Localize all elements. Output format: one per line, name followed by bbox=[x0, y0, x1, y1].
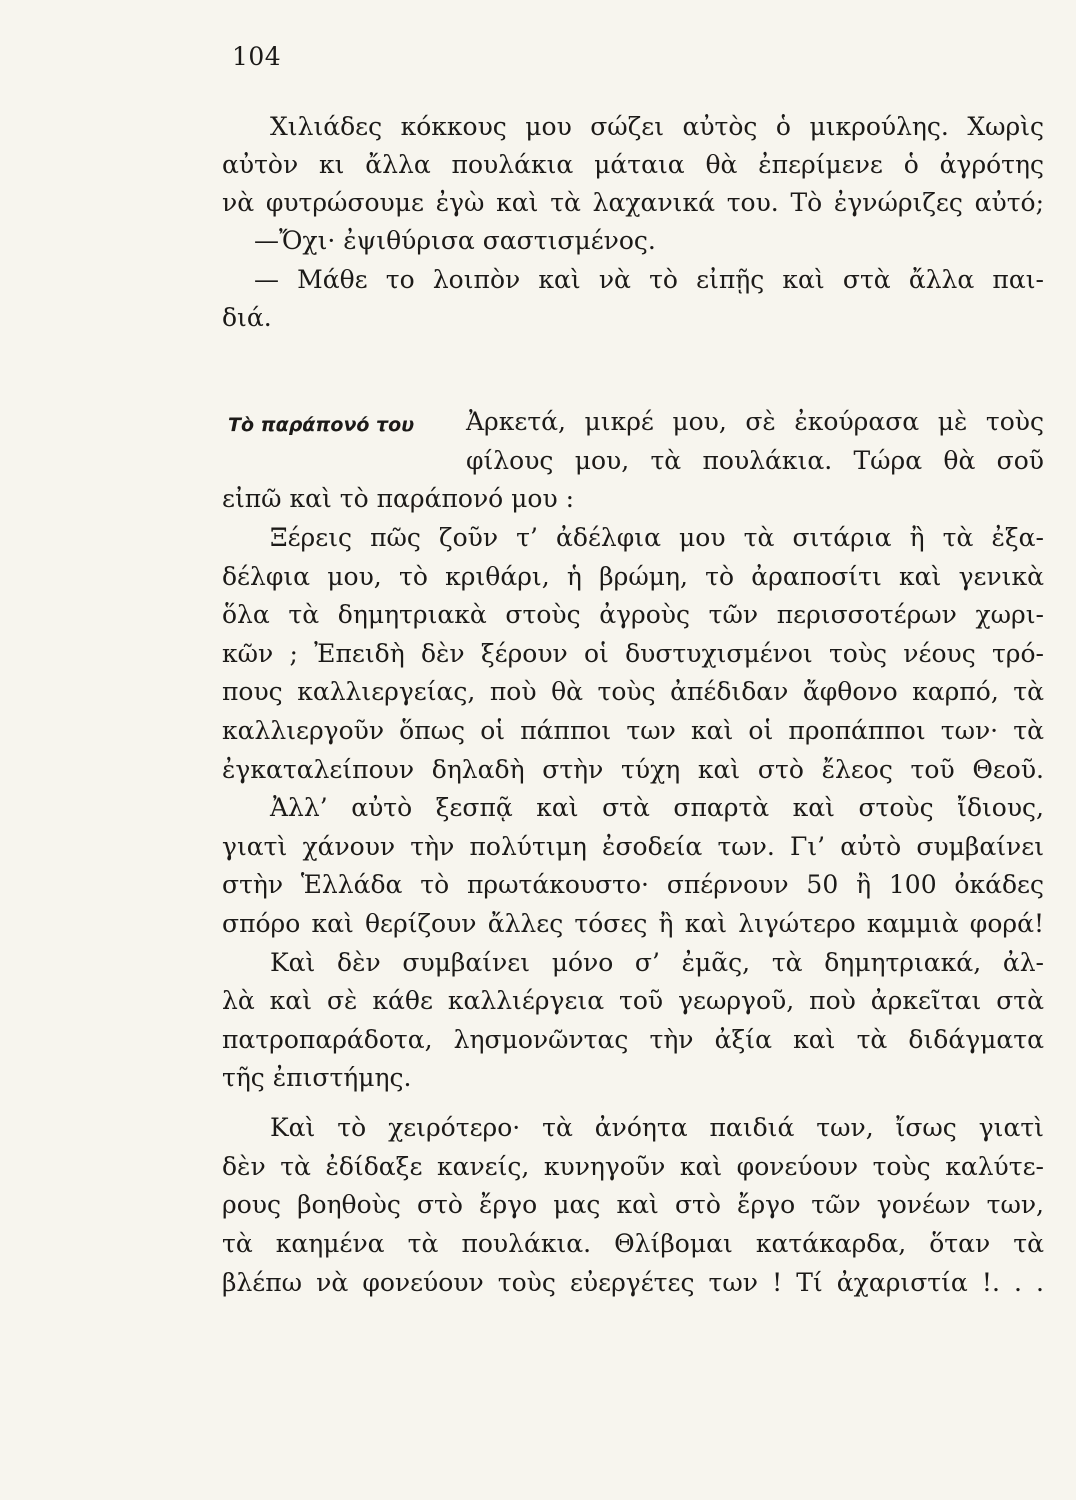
text-line: πατροπαράδοτα, λησμονῶντας τὴν ἀξία καὶ τὰ διδάγματα bbox=[222, 1025, 1044, 1054]
text-line: καλλιεργοῦν ὅπως οἱ πάπποι των καὶ οἱ προπάπποι των· τὰ bbox=[222, 716, 1044, 745]
text-line: τῆς ἐπιστήμης. bbox=[222, 1063, 412, 1092]
text-line: σπόρο καὶ θερίζουν ἄλλες τόσες ἢ καὶ λιγώτερο καμμιὰ φορά! bbox=[222, 909, 1044, 938]
text-line: διά. bbox=[222, 303, 272, 332]
text-line: Χιλιάδες κόκκους μου σώζει αὐτὸς ὁ μικρούλης. Χωρὶς bbox=[270, 112, 1044, 141]
text-line: ἐγκαταλείπουν δηλαδὴ στὴν τύχη καὶ στὸ ἔλεος τοῦ Θεοῦ. bbox=[222, 755, 1044, 784]
text-line: Ξέρεις πῶς ζοῦν τ’ ἀδέλφια μου τὰ σιτάρια ἢ τὰ ἐξα- bbox=[270, 523, 1044, 552]
text-line: γιατὶ χάνουν τὴν πολύτιμη ἐσοδεία των. Γι’ αὐτὸ συμβαίνει bbox=[222, 832, 1044, 861]
text-line: πους καλλιεργείας, ποὺ θὰ τοὺς ἀπέδιδαν ἄφθονο καρπό, τὰ bbox=[222, 677, 1044, 706]
text-line: νὰ φυτρώσουμε ἐγὼ καὶ τὰ λαχανικά του. Τὸ ἐγνώριζες αὐτό; bbox=[222, 188, 1044, 217]
text-line: ρους βοηθοὺς στὸ ἔργο μας καὶ στὸ ἔργο τῶν γονέων των, bbox=[222, 1190, 1044, 1219]
text-line: λὰ καὶ σὲ κάθε καλλιέργεια τοῦ γεωργοῦ, ποὺ ἀρκεῖται στὰ bbox=[222, 986, 1044, 1015]
text-line: φίλους μου, τὰ πουλάκια. Τώρα θὰ σοῦ bbox=[466, 446, 1044, 475]
text-line: — Μάθε το λοιπὸν καὶ νὰ τὸ εἰπῇς καὶ στὰ ἄλλα παι- bbox=[254, 265, 1044, 294]
text-line: —Ὄχι· ἐψιθύρισα σαστισμένος. bbox=[254, 226, 656, 255]
text-line: στὴν Ἑλλάδα τὸ πρωτάκουστο· σπέρνουν 50 ἢ 100 ὀκάδες bbox=[222, 870, 1044, 899]
text-line: Ἀλλ’ αὐτὸ ξεσπᾷ καὶ στὰ σπαρτὰ καὶ στοὺς ἴδιους, bbox=[270, 793, 1044, 822]
text-line: δὲν τὰ ἐδίδαξε κανείς, κυνηγοῦν καὶ φονεύουν τοὺς καλύτε- bbox=[222, 1152, 1044, 1181]
text-line: βλέπω νὰ φονεύουν τοὺς εὐεργέτες των ! Τί ἀχαριστία !. . . bbox=[222, 1268, 1044, 1297]
text-line: τὰ καημένα τὰ πουλάκια. Θλίβομαι κατάκαρδα, ὅταν τὰ bbox=[222, 1229, 1044, 1258]
text-line: εἰπῶ καὶ τὸ παράπονό μου : bbox=[222, 484, 575, 513]
side-heading: Τὸ παράπονό του bbox=[228, 414, 415, 436]
text-line: αὐτὸν κι ἄλλα πουλάκια μάταια θὰ ἐπερίμενε ὁ ἀγρότης bbox=[222, 150, 1044, 179]
text-line: Καὶ δὲν συμβαίνει μόνο σ’ ἐμᾶς, τὰ δημητριακά, ἀλ- bbox=[270, 948, 1044, 977]
text-line: δέλφια μου, τὸ κριθάρι, ἡ βρώμη, τὸ ἀραποσίτι καὶ γενικὰ bbox=[222, 562, 1044, 591]
text-line: ὅλα τὰ δημητριακὰ στοὺς ἀγροὺς τῶν περισσοτέρων χωρι- bbox=[222, 600, 1044, 629]
text-line: Ἀρκετά, μικρέ μου, σὲ ἐκούρασα μὲ τοὺς bbox=[466, 407, 1044, 436]
text-line: Καὶ τὸ χειρότερο· τὰ ἀνόητα παιδιά των, ἴσως γιατὶ bbox=[270, 1113, 1044, 1142]
text-line: κῶν ; Ἐπειδὴ δὲν ξέρουν οἱ δυστυχισμένοι τοὺς νέους τρό- bbox=[222, 639, 1044, 668]
page-number: 104 bbox=[232, 42, 282, 71]
